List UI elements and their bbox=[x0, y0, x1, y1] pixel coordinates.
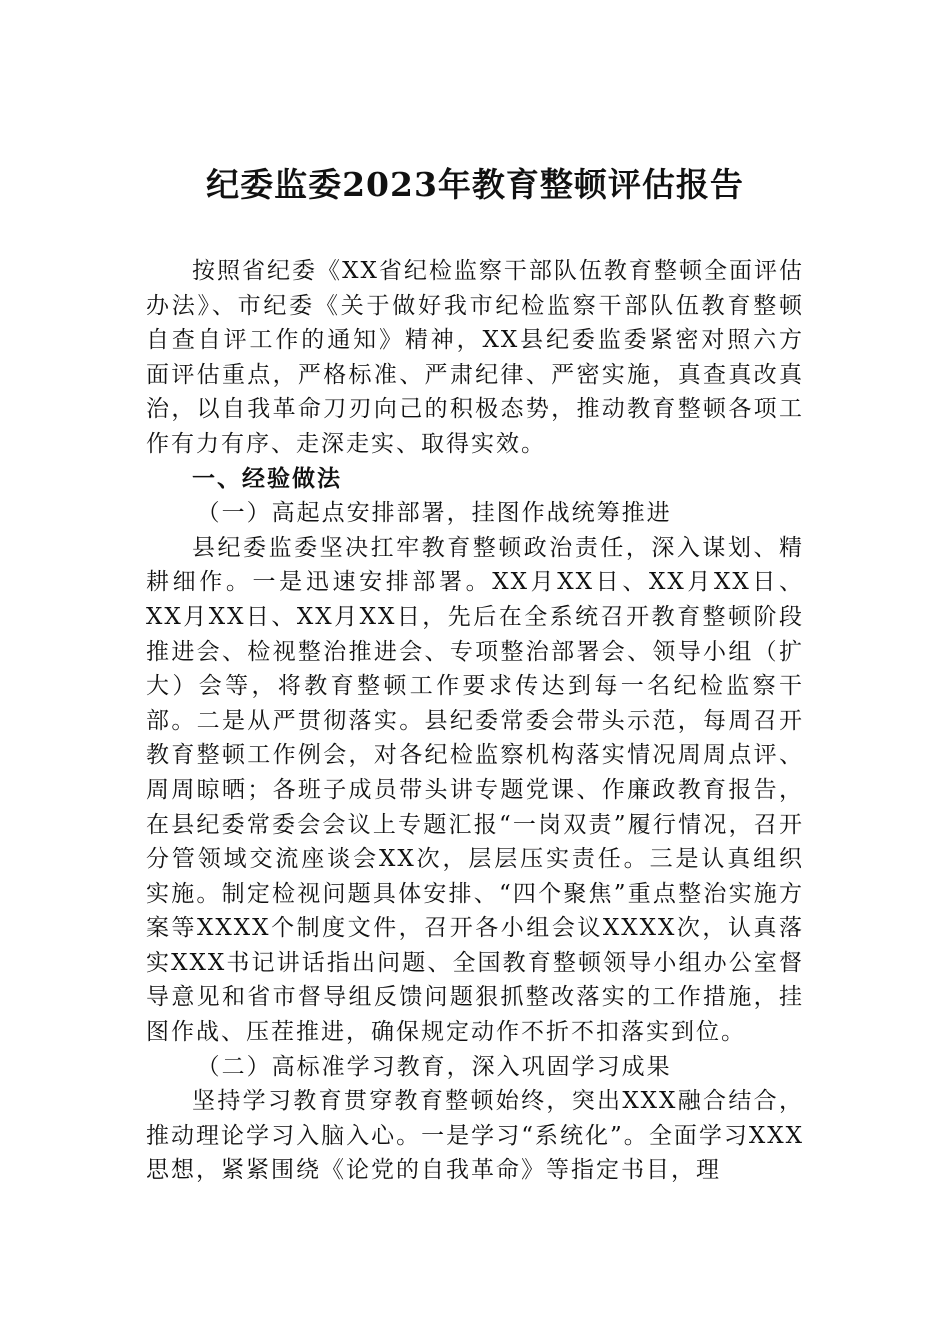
section-heading-experience: 一、经验做法 bbox=[192, 464, 342, 492]
document-body bbox=[146, 254, 804, 1188]
subsection-body-2: 坚持学习教育贯穿教育整顿始终，突出XXX融合结合，推动理论学习入脑入心。一是学习“系统化”。全面学习XXX思想，紧紧围绕《论党的自我革命》等指定书目，理 bbox=[146, 1088, 804, 1184]
intro-paragraph: 按照省纪委《XX省纪检监察干部队伍教育整顿全面评估办法》、市纪委《关于做好我市纪检监察干部队伍教育整顿自查自评工作的通知》精神，XX县纪委监委紧密对照六方面评估重点，严格标准、严肃纪律、严密实施，真查真改真治，以自我革命刀刃向己的积极态势，推动教育整顿各项工作有力有序、走深走实、取得实效。 bbox=[146, 258, 804, 457]
subsection-heading-1: （一）高起点安排部署，挂图作战统筹推进 bbox=[196, 500, 672, 527]
subsection-heading-2: （二）高标准学习教育，深入巩固学习成果 bbox=[196, 1053, 672, 1080]
document-title: 纪委监委2023年教育整顿评估报告 bbox=[206, 165, 744, 204]
subsection-body-1: 县纪委监委坚决扛牢教育整顿政治责任，深入谋划、精耕细作。一是迅速安排部署。XX月XX日、XX月XX日、XX月XX日、XX月XX日，先后在全系统召开教育整顿阶段推进会、检视整治推进会、专项整治部署会、领导小组（扩大）会等，将教育整顿工作要求传达到每一名纪检监察干部。二是从严贯彻落实。县纪委常委会带头示范，每周召开教育整顿工作例会，对各纪检监察机构落实情况周周点评、周周晾晒；各班子成员带头讲专题党课、作廉政教育报告，在县纪委常委会会议上专题汇报“一岗双责”履行情况，召开分管领域交流座谈会XX次，层层压实责任。三是认真组织实施。制定检视问题具体安排、“四个聚焦”重点整治实施方案等XXXX个制度文件，召开各小组会议XXXX次，认真落实XXX书记讲话指出问题、全国教育整顿领导小组办公室督导意见和省市督导组反馈问题狠抓整改落实的工作措施，挂图作战、压茬推进，确保规定动作不折不扣落实到位。 bbox=[146, 534, 804, 1046]
